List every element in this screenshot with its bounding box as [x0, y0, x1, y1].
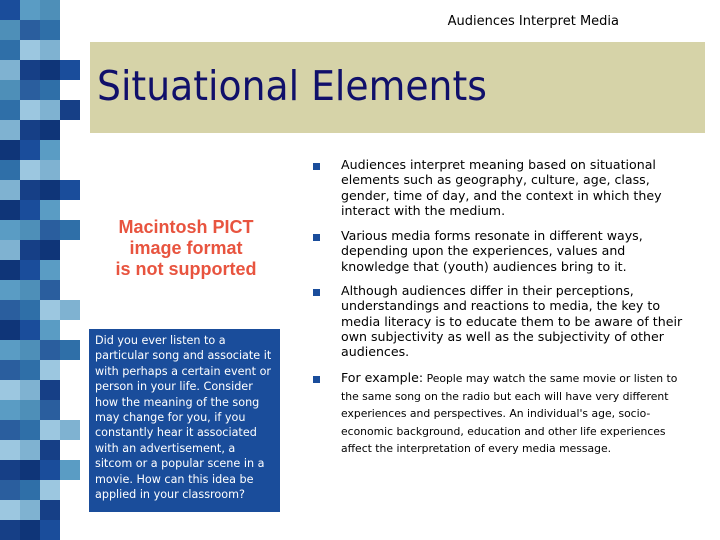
stripe-tile [0, 340, 20, 360]
stripe-tile [60, 340, 80, 360]
stripe-tile [0, 500, 20, 520]
stripe-tile [0, 220, 20, 240]
stripe-tile [40, 500, 60, 520]
stripe-tile [0, 20, 20, 40]
stripe-tile [40, 140, 60, 160]
image-placeholder-line: image format [129, 238, 243, 258]
square-bullet-icon [313, 376, 320, 383]
stripe-tile [20, 80, 40, 100]
stripe-tile [40, 420, 60, 440]
stripe-tile [20, 340, 40, 360]
square-bullet-icon [313, 289, 320, 296]
stripe-tile [40, 80, 60, 100]
header-title: Audiences Interpret Media [447, 14, 619, 29]
stripe-tile [40, 160, 60, 180]
stripe-tile [20, 60, 40, 80]
stripe-tile [60, 300, 80, 320]
stripe-tile [0, 160, 20, 180]
stripe-tile [60, 40, 80, 60]
stripe-tile [20, 520, 40, 540]
stripe-tile [40, 400, 60, 420]
stripe-tile [40, 0, 60, 20]
stripe-tile [0, 320, 20, 340]
image-placeholder-line: is not supported [115, 259, 257, 279]
stripe-tile [40, 180, 60, 200]
stripe-tile [20, 300, 40, 320]
bullet-item [313, 228, 693, 274]
stripe-tile [40, 480, 60, 500]
stripe-tile [40, 20, 60, 40]
stripe-tile [40, 340, 60, 360]
stripe-tile [0, 300, 20, 320]
stripe-tile [60, 420, 80, 440]
callout-box [89, 329, 280, 512]
stripe-tile [20, 440, 40, 460]
stripe-tile [60, 280, 80, 300]
stripe-tile [0, 460, 20, 480]
stripe-tile [20, 160, 40, 180]
stripe-tile [40, 200, 60, 220]
stripe-tile [20, 400, 40, 420]
stripe-tile [40, 300, 60, 320]
stripe-tile [0, 360, 20, 380]
bullet-item [313, 370, 693, 458]
stripe-tile [40, 520, 60, 540]
stripe-tile [20, 500, 40, 520]
stripe-tile [60, 100, 80, 120]
stripe-tile [0, 0, 20, 20]
stripe-tile [60, 240, 80, 260]
stripe-tile [20, 100, 40, 120]
bullet-text: Various media forms resonate in different ways, depending upon the experiences, values and knowledge that (youth) audiences bring to it. [341, 228, 643, 274]
stripe-tile [20, 360, 40, 380]
stripe-tile [20, 20, 40, 40]
image-placeholder-line: Macintosh PICT [118, 217, 254, 237]
stripe-tile [0, 120, 20, 140]
stripe-tile [20, 200, 40, 220]
bullet-item [313, 283, 693, 359]
bullet-text: Although audiences differ in their perceptions, understandings and reactions to media, the key to media literacy is to educate them to be aware of their own subjectivity as well as the subjectivity of other audiences. [341, 283, 683, 360]
stripe-tile [60, 160, 80, 180]
callout-text: Did you ever listen to a particular song and associate it with perhaps a certain event or person in your life. Consider how the meaning of the song may change for you, if you constantly hear it associated with an advertisement, a sitcom or a popular scene in a movie. How can this idea be applied in your classroom? [95, 334, 272, 502]
stripe-tile [20, 280, 40, 300]
stripe-tile [0, 380, 20, 400]
stripe-tile [20, 120, 40, 140]
stripe-tile [20, 320, 40, 340]
stripe-tile [20, 180, 40, 200]
stripe-tile [40, 220, 60, 240]
stripe-tile [20, 460, 40, 480]
stripe-tile [60, 60, 80, 80]
stripe-tile [20, 260, 40, 280]
image-placeholder [95, 217, 277, 280]
stripe-tile [40, 360, 60, 380]
stripe-tile [40, 120, 60, 140]
stripe-tile [40, 240, 60, 260]
title-band [90, 42, 705, 133]
stripe-tile [20, 0, 40, 20]
stripe-tile [20, 480, 40, 500]
stripe-tile [20, 240, 40, 260]
stripe-tile [40, 440, 60, 460]
stripe-tile [60, 120, 80, 140]
stripe-tile [0, 240, 20, 260]
stripe-tile [60, 460, 80, 480]
stripe-tile [0, 60, 20, 80]
stripe-tile [0, 440, 20, 460]
stripe-tile [20, 420, 40, 440]
stripe-tile [0, 80, 20, 100]
stripe-tile [60, 220, 80, 240]
stripe-tile [40, 40, 60, 60]
stripe-tile [40, 380, 60, 400]
stripe-tile [0, 180, 20, 200]
stripe-tile [20, 140, 40, 160]
bullet-text: People may watch the same movie or listen to the same song on the radio but each will have very different experiences and perspectives. An individual's age, socio-economic background, education and other life experiences affect the interpretation of every media message. [341, 372, 678, 456]
stripe-tile [60, 520, 80, 540]
stripe-tile [0, 100, 20, 120]
stripe-tile [0, 520, 20, 540]
stripe-tile [40, 460, 60, 480]
stripe-tile [40, 280, 60, 300]
stripe-tile [20, 40, 40, 60]
bullet-lead: For example: [341, 370, 424, 385]
stripe-tile [40, 320, 60, 340]
stripe-tile [40, 260, 60, 280]
stripe-tile [20, 380, 40, 400]
stripe-tile [60, 0, 80, 20]
stripe-tile [40, 60, 60, 80]
bullet-text: Audiences interpret meaning based on situational elements such as geography, culture, age, class, gender, time of day, and the context in which they interact with the medium. [341, 157, 662, 218]
square-bullet-icon [313, 163, 320, 170]
stripe-tile [0, 40, 20, 60]
stripe-tile [0, 400, 20, 420]
stripe-tile [60, 360, 80, 380]
stripe-tile [40, 100, 60, 120]
stripe-tile [60, 400, 80, 420]
stripe-tile [0, 260, 20, 280]
decorative-color-stripe [0, 0, 80, 540]
slide-title: Situational Elements [97, 62, 487, 110]
stripe-tile [60, 180, 80, 200]
stripe-tile [20, 220, 40, 240]
stripe-tile [0, 420, 20, 440]
bullet-item [313, 157, 693, 218]
stripe-tile [0, 200, 20, 220]
stripe-tile [0, 140, 20, 160]
stripe-tile [0, 480, 20, 500]
stripe-tile [60, 480, 80, 500]
stripe-tile [0, 280, 20, 300]
square-bullet-icon [313, 234, 320, 241]
